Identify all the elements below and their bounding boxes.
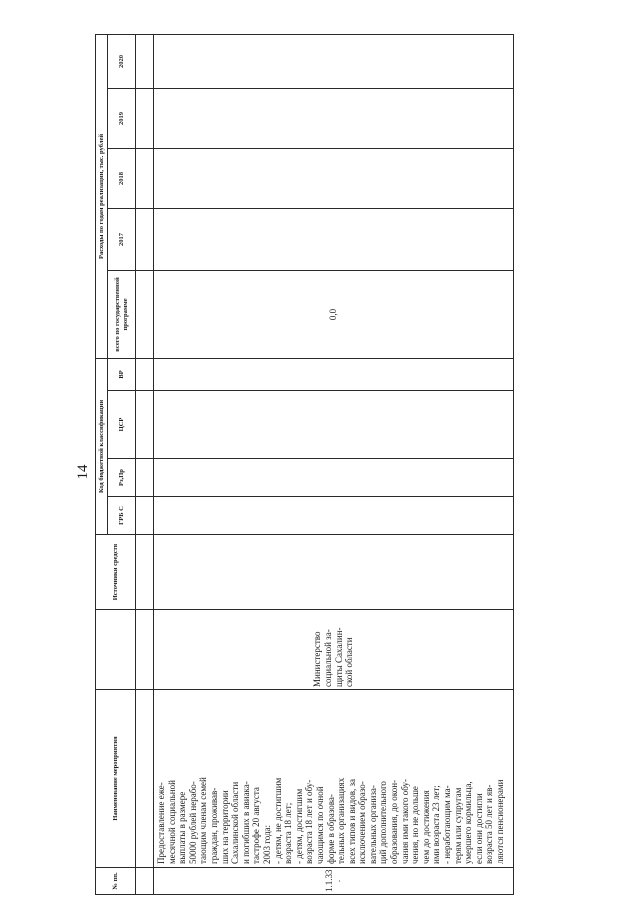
header-budget-classification: Код бюджетной классификации bbox=[96, 358, 108, 534]
year-2017-cell bbox=[154, 208, 514, 270]
header-number: № пп. bbox=[96, 868, 136, 895]
header-sources: Источники средств bbox=[96, 535, 136, 610]
executor: Министерство социальной за- щиты Сахалин- ской области bbox=[154, 610, 514, 690]
total-value: 0,0 bbox=[154, 270, 514, 358]
year-2020-cell bbox=[154, 34, 514, 88]
program-table bbox=[95, 34, 514, 895]
year-2018-cell bbox=[154, 148, 514, 208]
header-executor bbox=[96, 610, 136, 690]
rzpr-cell bbox=[154, 459, 514, 497]
header-vr: ВР bbox=[108, 358, 136, 390]
row-number: 1.1.33 . bbox=[154, 868, 514, 895]
activity-description: Предоставление еже- месячной социальной выплаты в размере 50000 рублей нерабо- тающим членам семей граждан, проживав- ших на территории Сахалинской области и погибших в авиака- тастрофе 20 августа 2003 года: - детям, не достигшим возраста 18 лет; - детям, достигшим возраста 18 лет и обу- чающимся по очной форме в образова- тельных организациях всех типов и видов, за исключением образо- вательных организа- ций дополнительного образования, до окон- чания ими такого обу- чения, но не дольше чем до достижения ими возраста 23 лет; - неработающим ма- терям или супругам умершего кормильца, если они достигли возраста 50 лет и яв- ляются пенсионерами bbox=[154, 690, 514, 868]
header-year-2019: 2019 bbox=[108, 88, 136, 148]
header-year-2018: 2018 bbox=[108, 148, 136, 208]
header-csr: ЦСР bbox=[108, 391, 136, 459]
year-2019-cell bbox=[154, 88, 514, 148]
header-year-2017: 2017 bbox=[108, 208, 136, 270]
rotated-table-page bbox=[95, 35, 585, 895]
sources-cell bbox=[154, 535, 514, 610]
header-rzpr: Рз,Пр bbox=[108, 459, 136, 497]
header-grbs: ГРБ С bbox=[108, 497, 136, 535]
header-name: Наименование мероприятия bbox=[96, 690, 136, 868]
header-year-2020: 2020 bbox=[108, 34, 136, 88]
grbs-cell bbox=[154, 497, 514, 535]
table-row bbox=[154, 34, 514, 894]
csr-cell bbox=[154, 391, 514, 459]
header-total: всего по государственной программе bbox=[108, 270, 136, 358]
vr-cell bbox=[154, 358, 514, 390]
header-expenses-by-year: Расходы по годам реализации, тыс. рублей bbox=[96, 34, 108, 358]
page-number: 14 bbox=[75, 464, 91, 480]
